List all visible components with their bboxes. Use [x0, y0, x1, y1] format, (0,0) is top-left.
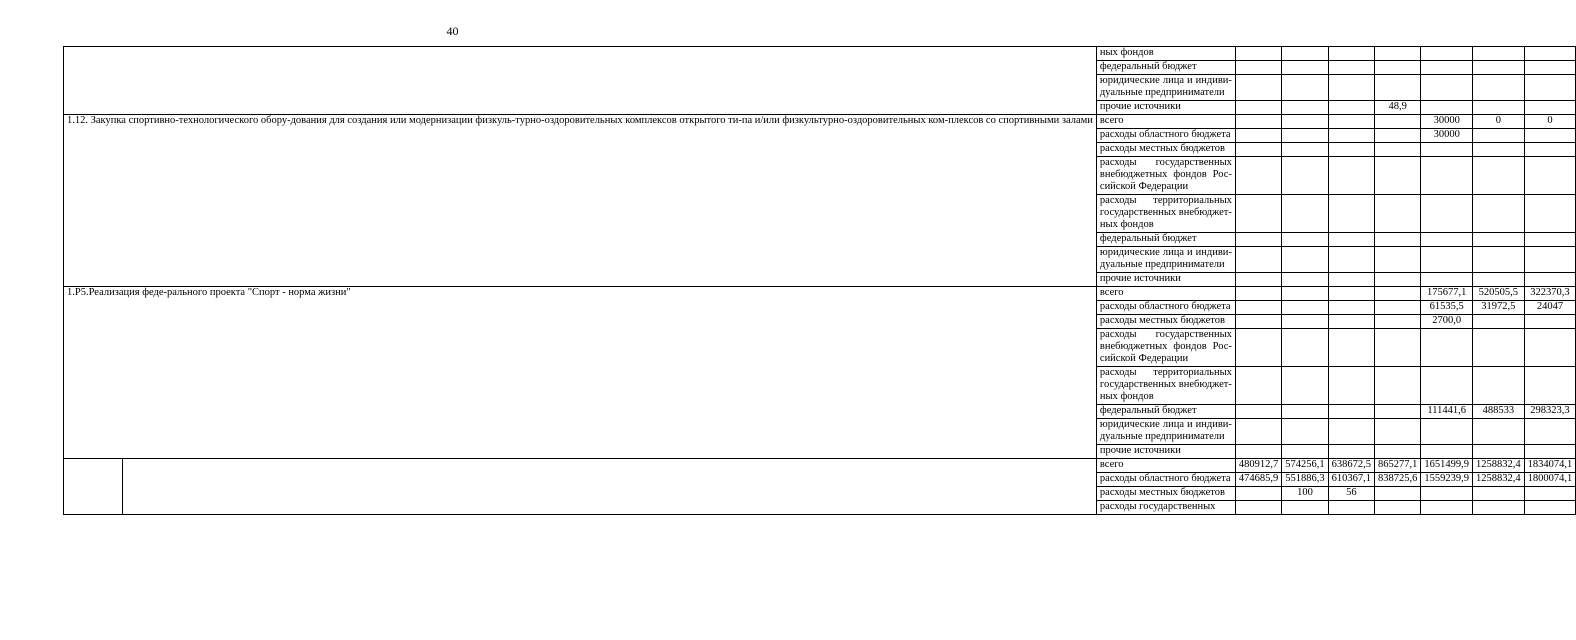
funding-source-line: внебюджетных фондов Рос- [1099, 169, 1232, 180]
value-cell [1473, 129, 1525, 143]
value-cell [1328, 273, 1374, 287]
funding-source-line: федеральный бюджет [1099, 61, 1197, 72]
value-cell [1282, 445, 1328, 459]
value-cell [1524, 273, 1576, 287]
value-cell: 1834074,1 [1524, 459, 1576, 473]
value-cell [1235, 487, 1281, 501]
value-cell [1235, 233, 1281, 247]
funding-source-line: дуальные предприниматели [1099, 87, 1225, 98]
funding-source-cell [1096, 101, 1235, 115]
funding-source-cell [1096, 47, 1235, 61]
value-cell [1421, 75, 1473, 101]
value-cell [1282, 61, 1328, 75]
funding-source-line: расходы местных бюджетов [1099, 143, 1225, 154]
value-cell: 474685,9 [1235, 473, 1281, 487]
value-cell [1282, 101, 1328, 115]
value-cell: 1651499,9 [1421, 459, 1473, 473]
value-cell [1235, 61, 1281, 75]
value-cell [1235, 47, 1281, 61]
value-cell [1375, 115, 1421, 129]
value-cell [1282, 367, 1328, 405]
funding-source-line: прочие источники [1099, 101, 1181, 112]
funding-source-cell [1096, 61, 1235, 75]
value-cell [1328, 157, 1374, 195]
value-cell: 0 [1524, 115, 1576, 129]
table-row [64, 459, 1576, 473]
value-cell [1524, 47, 1576, 61]
value-cell [1375, 247, 1421, 273]
funding-source-line: расходы территориальных [1099, 195, 1232, 206]
value-cell [1235, 115, 1281, 129]
value-cell: 551886,3 [1282, 473, 1328, 487]
value-cell [1421, 329, 1473, 367]
value-cell [1524, 315, 1576, 329]
table-row [64, 115, 1576, 129]
value-cell [1473, 247, 1525, 273]
funding-source-line: ных фондов [1099, 219, 1154, 230]
funding-source-cell [1096, 129, 1235, 143]
value-cell: 520505,5 [1473, 287, 1525, 301]
value-cell [1328, 61, 1374, 75]
value-cell [1473, 487, 1525, 501]
value-cell [1421, 195, 1473, 233]
value-cell [1421, 487, 1473, 501]
funding-source-cell [1096, 473, 1235, 487]
value-cell [1235, 157, 1281, 195]
value-cell [1421, 445, 1473, 459]
value-cell [1328, 329, 1374, 367]
value-cell [1421, 47, 1473, 61]
value-cell [1524, 501, 1576, 515]
value-cell [1375, 501, 1421, 515]
value-cell [1375, 315, 1421, 329]
value-cell [1282, 115, 1328, 129]
value-cell: 610367,1 [1328, 473, 1374, 487]
value-cell [1421, 247, 1473, 273]
value-cell: 100 [1282, 487, 1328, 501]
funding-source-cell [1096, 501, 1235, 515]
value-cell [1421, 419, 1473, 445]
value-cell [1473, 61, 1525, 75]
value-cell [1524, 247, 1576, 273]
value-cell [1282, 419, 1328, 445]
value-cell [1524, 143, 1576, 157]
value-cell [1473, 315, 1525, 329]
funding-source-cell [1096, 301, 1235, 315]
funding-source-cell [1096, 459, 1235, 473]
project-cell-continued [64, 47, 1097, 115]
value-cell [1421, 367, 1473, 405]
value-cell: 56 [1328, 487, 1374, 501]
value-cell [1524, 195, 1576, 233]
value-cell: 865277,1 [1375, 459, 1421, 473]
funding-source-line: расходы государственных [1099, 501, 1216, 512]
value-cell [1282, 233, 1328, 247]
page-number: 40 [446, 24, 459, 38]
funding-source-line: дуальные предприниматели [1099, 431, 1225, 442]
funding-source-line: расходы областного бюджета [1099, 129, 1231, 140]
value-cell [1235, 501, 1281, 515]
value-cell [1282, 287, 1328, 301]
value-cell [1524, 367, 1576, 405]
value-cell [1473, 47, 1525, 61]
value-cell [1328, 301, 1374, 315]
value-cell [1328, 367, 1374, 405]
value-cell [1282, 315, 1328, 329]
funding-source-line: расходы местных бюджетов [1099, 487, 1225, 498]
value-cell [1473, 419, 1525, 445]
value-cell [1282, 143, 1328, 157]
value-cell [1473, 367, 1525, 405]
funding-source-line: расходы областного бюджета [1099, 301, 1231, 312]
value-cell: 1258832,4 [1473, 459, 1525, 473]
value-cell [1282, 75, 1328, 101]
value-cell: 30000 [1421, 115, 1473, 129]
value-cell: 638672,5 [1328, 459, 1374, 473]
value-cell [1473, 273, 1525, 287]
funding-source-cell [1096, 115, 1235, 129]
value-cell: 30000 [1421, 129, 1473, 143]
value-cell [1524, 329, 1576, 367]
value-cell [1235, 143, 1281, 157]
value-cell: 61535,5 [1421, 301, 1473, 315]
value-cell [1473, 75, 1525, 101]
value-cell [1473, 329, 1525, 367]
value-cell [1235, 445, 1281, 459]
value-cell [1421, 233, 1473, 247]
funding-source-cell [1096, 233, 1235, 247]
value-cell [1421, 501, 1473, 515]
value-cell: 298323,3 [1524, 405, 1576, 419]
value-cell: 480912,7 [1235, 459, 1281, 473]
value-cell [1524, 157, 1576, 195]
value-cell [1282, 501, 1328, 515]
project-title-1-p5: 1.Р5.Реализация феде-рального проекта "Спорт - норма жизни" [64, 287, 1097, 459]
value-cell: 0 [1473, 115, 1525, 129]
value-cell [1282, 247, 1328, 273]
value-cell [1282, 405, 1328, 419]
value-cell [1235, 287, 1281, 301]
value-cell [1421, 157, 1473, 195]
value-cell [1375, 47, 1421, 61]
value-cell [1328, 247, 1374, 273]
value-cell [1375, 195, 1421, 233]
value-cell [1524, 101, 1576, 115]
funding-source-cell [1096, 273, 1235, 287]
value-cell [1328, 315, 1374, 329]
funding-source-line: государственных внебюджет- [1099, 207, 1232, 218]
value-cell: 2700,0 [1421, 315, 1473, 329]
funding-source-cell [1096, 143, 1235, 157]
funding-source-line: сийской Федерации [1099, 181, 1189, 192]
value-cell [1235, 273, 1281, 287]
funding-source-line: прочие источники [1099, 273, 1181, 284]
value-cell [1328, 115, 1374, 129]
funding-source-line: расходы территориальных [1099, 367, 1232, 378]
value-cell [1473, 233, 1525, 247]
value-cell [1235, 129, 1281, 143]
funding-source-line: федеральный бюджет [1099, 233, 1197, 244]
funding-source-line: ных фондов [1099, 47, 1154, 58]
value-cell: 111441,6 [1421, 405, 1473, 419]
funding-source-cell [1096, 315, 1235, 329]
value-cell [1235, 405, 1281, 419]
value-cell: 1800074,1 [1524, 473, 1576, 487]
funding-source-line: всего [1099, 459, 1124, 470]
value-cell [1328, 419, 1374, 445]
value-cell [1282, 129, 1328, 143]
value-cell [1524, 487, 1576, 501]
value-cell [1328, 129, 1374, 143]
table-row [64, 47, 1576, 61]
funding-source-line: расходы областного бюджета [1099, 473, 1231, 484]
value-cell [1375, 367, 1421, 405]
project-title-1-12: 1.12. Закупка спортивно-технологического обору-дования для создания или модернизации физкуль-турно-оздоровительных комплексов открытого ти-па и/или физкультурно-оздоровительных ком-плексов со спортивными залами [64, 115, 1097, 287]
value-cell [1375, 487, 1421, 501]
value-cell [1473, 195, 1525, 233]
value-cell [1328, 75, 1374, 101]
value-cell [1375, 287, 1421, 301]
funding-source-cell [1096, 405, 1235, 419]
value-cell [1328, 47, 1374, 61]
value-cell [1328, 287, 1374, 301]
value-cell [1473, 143, 1525, 157]
funding-source-cell [1096, 75, 1235, 101]
value-cell [1375, 61, 1421, 75]
value-cell [1473, 101, 1525, 115]
value-cell [1375, 273, 1421, 287]
value-cell [1524, 129, 1576, 143]
value-cell: 488533 [1473, 405, 1525, 419]
value-cell [1421, 143, 1473, 157]
value-cell [1328, 101, 1374, 115]
value-cell [1524, 61, 1576, 75]
value-cell: 1258832,4 [1473, 473, 1525, 487]
value-cell [1235, 247, 1281, 273]
funding-source-cell [1096, 195, 1235, 233]
value-cell: 48,9 [1375, 101, 1421, 115]
funding-source-cell [1096, 367, 1235, 405]
value-cell [1524, 445, 1576, 459]
value-cell [1375, 329, 1421, 367]
value-cell [1282, 157, 1328, 195]
funding-source-line: государственных внебюджет- [1099, 379, 1232, 390]
value-cell [1282, 195, 1328, 233]
value-cell: 322370,3 [1524, 287, 1576, 301]
value-cell: 1559239,9 [1421, 473, 1473, 487]
funding-source-line: юридические лица и индиви- [1099, 75, 1232, 86]
value-cell [1473, 501, 1525, 515]
value-cell [1524, 75, 1576, 101]
funding-source-line: расходы государственных [1099, 329, 1232, 340]
funding-source-cell [1096, 487, 1235, 501]
value-cell [1235, 329, 1281, 367]
funding-source-line: юридические лица и индиви- [1099, 419, 1232, 430]
value-cell [1235, 315, 1281, 329]
value-cell [1235, 75, 1281, 101]
funding-source-line: всего [1099, 115, 1124, 126]
value-cell [1375, 157, 1421, 195]
funding-source-cell [1096, 419, 1235, 445]
value-cell [1328, 195, 1374, 233]
value-cell [1375, 143, 1421, 157]
funding-source-line: внебюджетных фондов Рос- [1099, 341, 1232, 352]
funding-source-line: расходы местных бюджетов [1099, 315, 1225, 326]
value-cell [1421, 61, 1473, 75]
value-cell [1375, 445, 1421, 459]
value-cell [1421, 273, 1473, 287]
funding-source-line: расходы государственных [1099, 157, 1232, 168]
value-cell: 574256,1 [1282, 459, 1328, 473]
funding-source-line: дуальные предприниматели [1099, 259, 1225, 270]
value-cell [1375, 129, 1421, 143]
budget-table [63, 46, 1576, 515]
value-cell [1473, 157, 1525, 195]
value-cell [1282, 301, 1328, 315]
value-cell [1235, 419, 1281, 445]
value-cell [1328, 501, 1374, 515]
value-cell [1328, 143, 1374, 157]
value-cell [1328, 445, 1374, 459]
funding-source-line: всего [1099, 287, 1124, 298]
value-cell [1375, 419, 1421, 445]
value-cell: 838725,6 [1375, 473, 1421, 487]
value-cell [1282, 47, 1328, 61]
funding-source-line: юридические лица и индиви- [1099, 247, 1232, 258]
value-cell [1375, 301, 1421, 315]
funding-source-line: прочие источники [1099, 445, 1181, 456]
value-cell [1375, 405, 1421, 419]
value-cell [1282, 273, 1328, 287]
funding-source-line: федеральный бюджет [1099, 405, 1197, 416]
value-cell [1421, 101, 1473, 115]
value-cell [1235, 101, 1281, 115]
value-cell [1328, 405, 1374, 419]
value-cell: 24047 [1524, 301, 1576, 315]
table-row [64, 287, 1576, 301]
value-cell [1282, 329, 1328, 367]
value-cell [1235, 367, 1281, 405]
value-cell [1473, 445, 1525, 459]
funding-source-cell [1096, 247, 1235, 273]
totals-label-divider [122, 459, 123, 514]
funding-source-cell [1096, 445, 1235, 459]
value-cell: 175677,1 [1421, 287, 1473, 301]
value-cell [1375, 233, 1421, 247]
value-cell [1375, 75, 1421, 101]
value-cell [1235, 301, 1281, 315]
value-cell [1524, 419, 1576, 445]
funding-source-cell [1096, 287, 1235, 301]
value-cell [1524, 233, 1576, 247]
funding-source-line: сийской Федерации [1099, 353, 1189, 364]
value-cell [1235, 195, 1281, 233]
funding-source-cell [1096, 329, 1235, 367]
totals-label-cell [64, 459, 1097, 515]
value-cell [1328, 233, 1374, 247]
funding-source-cell [1096, 157, 1235, 195]
funding-source-line: ных фондов [1099, 391, 1154, 402]
value-cell: 31972,5 [1473, 301, 1525, 315]
